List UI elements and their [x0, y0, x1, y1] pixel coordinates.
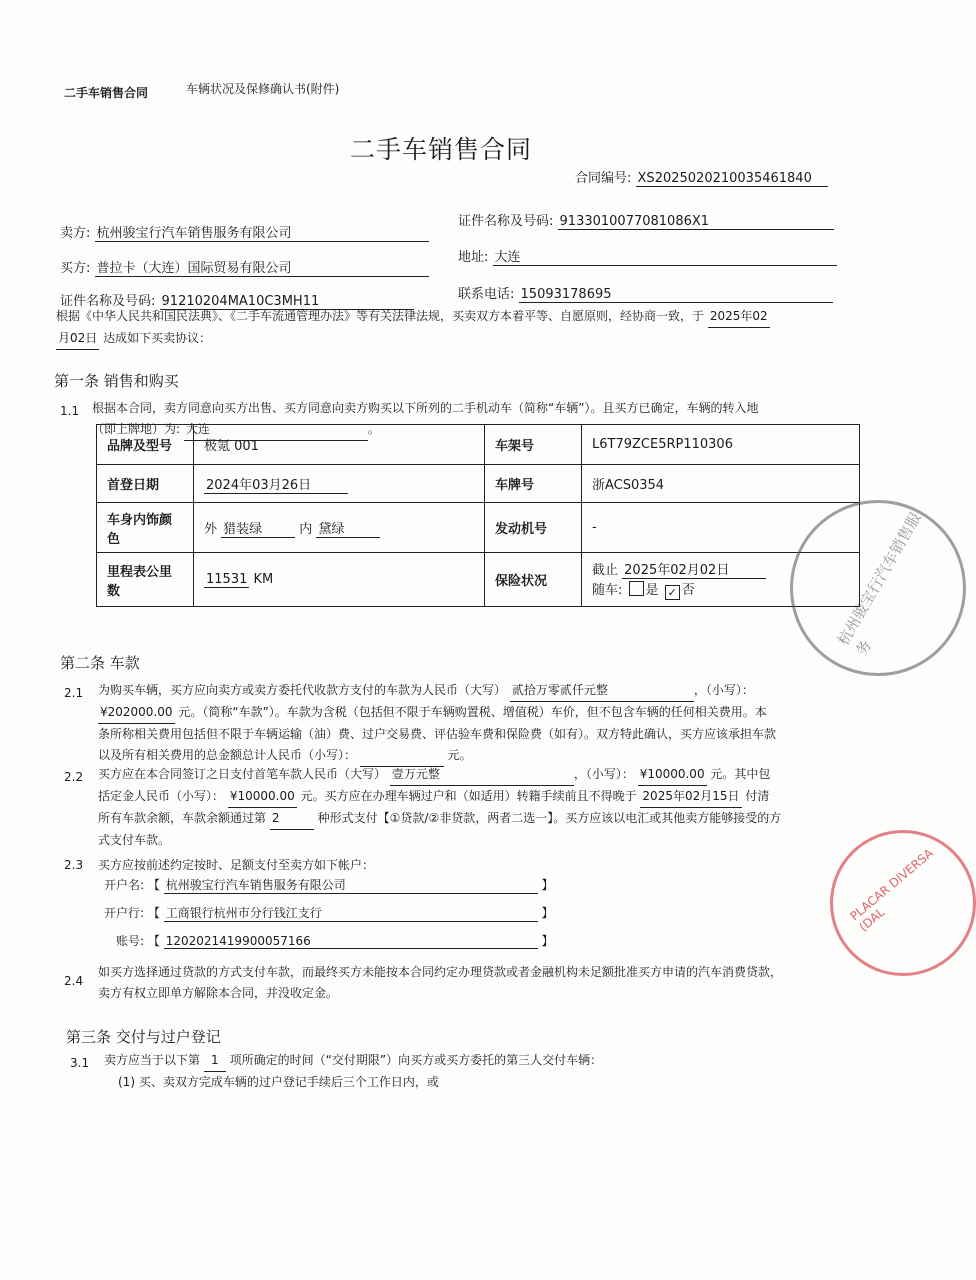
clause-1-1-end: 。 — [367, 422, 380, 436]
buyer-line — [60, 257, 429, 277]
bank-line — [104, 904, 554, 922]
section-2-title: 第二条 车款 — [60, 654, 140, 672]
account-name-value: 杭州骏宝行汽车销售服务有限公司 — [164, 876, 538, 894]
due-date: 2025年02月15日 — [640, 786, 741, 808]
first-payment-amount: ¥10000.00 — [638, 764, 707, 786]
mileage-unit: KM — [253, 571, 274, 587]
bracket-close: 】 — [541, 878, 554, 892]
buyer-id-label: 证件名称及号码: — [60, 294, 156, 309]
buyer-address-line — [458, 246, 837, 266]
plate-value: 浙ACS0354 — [582, 465, 860, 503]
with-car-label: 随车: — [592, 583, 623, 598]
header-right: 车辆状况及保修确认书(附件) — [186, 82, 340, 96]
page-title: 二手车销售合同 — [350, 135, 533, 164]
reg-date-value: 2024年03月26日 — [204, 474, 348, 494]
insurance-label: 保险状况 — [485, 553, 582, 607]
buyer-phone-value: 15093178695 — [519, 287, 833, 303]
account-value: 1202021419900057166 — [164, 934, 538, 949]
clause-2-3-number: 2.3 — [64, 858, 84, 872]
exterior-color: 猎装绿 — [221, 518, 295, 538]
clause-2-4 — [98, 962, 782, 1004]
engine-value: - — [582, 503, 860, 553]
clause-2-1-number: 2.1 — [64, 686, 84, 700]
yes-label: 是 — [645, 583, 659, 598]
bracket-open: 【 — [147, 934, 160, 948]
preamble-text-end: 达成如下买卖协议： — [103, 331, 212, 345]
clause-3-1-text-c: (1) 买、卖双方完成车辆的过户登记手续后三个工作日内，或 — [118, 1075, 439, 1089]
color-label: 车身内饰颜色 — [97, 503, 194, 553]
table-row — [97, 425, 860, 465]
section-1-title: 第一条 销售和购买 — [54, 372, 179, 390]
destination-place: 大连 — [184, 419, 368, 441]
clause-1-1-text2: （即上牌地）为: — [92, 422, 181, 436]
clause-2-4-number: 2.4 — [64, 974, 84, 988]
delivery-item: 1 — [204, 1050, 226, 1072]
clause-2-1-text-b: ，（小写）： — [693, 683, 754, 697]
account-name-line — [104, 876, 554, 894]
plate-label: 车牌号 — [485, 465, 582, 503]
engine-label: 发动机号 — [485, 503, 582, 553]
buyer-address-value: 大连 — [493, 246, 837, 266]
clause-2-1-text-a: 为购买车辆，买方应向卖方或卖方委托代收款方支付的车款为人民币（大写） — [98, 683, 507, 697]
buyer-seal-text: PLACAR DIVERSA (DAL — [847, 845, 937, 935]
bracket-close: 】 — [541, 934, 554, 948]
mileage-cell — [194, 553, 485, 607]
exterior-label: 外 — [204, 521, 218, 537]
no-checkbox: ✓ — [665, 585, 680, 600]
brand-label: 品牌及型号 — [97, 425, 194, 465]
clause-1-1-text: 根据本合同，卖方同意向买方出售、买方同意向卖方购买以下所列的二手机动车（简称“车辆”）。且买方已确定，车辆的转入地 — [92, 401, 759, 415]
buyer-phone-label: 联系电话: — [458, 287, 515, 302]
clause-3-1-number: 3.1 — [70, 1056, 90, 1070]
buyer-seal — [830, 830, 976, 976]
contract-number-label: 合同编号: — [575, 171, 632, 186]
contract-number-value: XS2025020210035461840 — [636, 171, 828, 187]
color-cell — [194, 503, 485, 553]
clause-2-2-text-g: 所有车款余额，车款余额通过第 — [98, 811, 267, 825]
bracket-open: 【 — [147, 878, 160, 892]
clause-2-1-text-c: 元。（简称“车款”）。车款为含税（包括但不限于车辆购置税、增值税）车价，但不包含车辆的任何相关费用。本 — [178, 705, 767, 719]
buyer-name: 普拉卡（大连）国际贸易有限公司 — [95, 257, 429, 277]
account-line — [116, 932, 554, 949]
reg-date-cell — [194, 465, 485, 503]
header-left: 二手车销售合同 — [64, 86, 149, 100]
clause-2-3-text: 买方应按前述约定按时、足额支付至卖方如下帐户： — [98, 858, 375, 872]
deposit-amount: ¥10000.00 — [228, 786, 297, 808]
insurance-date: 2025年02月02日 — [622, 559, 766, 579]
bracket-open: 【 — [147, 906, 160, 920]
preamble — [56, 306, 770, 350]
clause-3-1-text-b: 项所确定的时间（“交付期限”）向买方或买方委托的第三人交付车辆： — [229, 1053, 603, 1067]
company-seal — [790, 500, 966, 676]
table-row — [97, 465, 860, 503]
clause-2-2-text-c: 元。其中包 — [710, 767, 771, 781]
vehicle-table — [96, 424, 860, 607]
vin-label: 车架号 — [485, 425, 582, 465]
brand-value: 极氪 001 — [194, 425, 485, 465]
clause-3-1 — [104, 1050, 602, 1093]
no-label: 否 — [681, 583, 695, 598]
interior-label: 内 — [299, 521, 313, 537]
clause-2-2-text-b: ，（小写）： — [573, 767, 634, 781]
clause-2-1-text-f: 元。 — [447, 748, 472, 762]
preamble-text: 根据《中华人民共和国民法典》、《二手车流通管理办法》等有关法律法规，买卖双方本着平等、自愿原则，经协商一致，于 — [56, 309, 705, 323]
insurance-prefix: 截止 — [592, 563, 619, 578]
clause-2-1 — [98, 680, 776, 767]
clause-2-2-text-i: 式支付车款。 — [98, 833, 171, 847]
clause-2-4-text-b: 卖方有权立即单方解除本合同，并没收定金。 — [98, 986, 339, 1000]
first-payment-words: 壹万元整 — [390, 764, 574, 786]
mileage-label: 里程表公里数 — [97, 553, 194, 607]
bracket-close: 】 — [541, 906, 554, 920]
section-3-title: 第三条 交付与过户登记 — [66, 1028, 221, 1046]
reg-date-label: 首登日期 — [97, 465, 194, 503]
buyer-id-value: 91210204MA10C3MH11 — [160, 294, 414, 310]
vin-value: L6T79ZCE5RP110306 — [582, 425, 860, 465]
payment-method: 2 — [270, 808, 314, 830]
bank-value: 工商银行杭州市分行钱江支行 — [164, 904, 538, 922]
clause-1-1-number: 1.1 — [60, 404, 80, 418]
clause-2-2 — [98, 764, 781, 851]
seller-label: 卖方: — [60, 226, 91, 241]
clause-2-2-text-f: 付清 — [745, 789, 770, 803]
account-name-label: 开户名: — [104, 878, 145, 892]
buyer-address-label: 地址: — [458, 250, 489, 265]
clause-2-1-text-d: 条所称相关费用包括但不限于车辆运输（油）费、过户交易费、评估验车费和保险费（如有）。双方特此确认，买方应该承担车款 — [98, 727, 777, 741]
account-label: 账号: — [116, 934, 145, 948]
seller-id-label: 证件名称及号码: — [458, 214, 554, 229]
bank-label: 开户行: — [104, 906, 145, 920]
price-amount: ¥202000.00 — [98, 702, 175, 724]
seller-id-value: 9133010077081086X1 — [558, 214, 834, 230]
clause-2-2-text-d: 括定金人民币（小写）： — [98, 789, 225, 803]
clause-2-2-number: 2.2 — [64, 770, 84, 784]
table-row — [97, 503, 860, 553]
yes-checkbox — [629, 581, 644, 596]
preamble-date-part2: 月02日 — [56, 328, 99, 350]
mileage-value: 11531 — [206, 571, 248, 587]
buyer-label: 买方: — [60, 261, 91, 276]
clause-2-2-text-a: 买方应在本合同签订之日支付首笔车款人民币（大写） — [98, 767, 387, 781]
seller-name: 杭州骏宝行汽车销售服务有限公司 — [95, 222, 429, 242]
contract-number — [575, 167, 828, 187]
company-seal-text: 杭州骏宝行汽车销售服务 — [834, 509, 925, 659]
price-words: 贰拾万零贰仟元整 — [510, 680, 694, 702]
interior-color: 黛绿 — [316, 518, 380, 538]
seller-id-line — [458, 210, 834, 230]
clause-3-1-text-a: 卖方应当于以下第 — [104, 1053, 201, 1067]
preamble-date-part1: 2025年02 — [708, 306, 770, 328]
clause-2-1-text-e: 以及所有相关费用的总金额总计人民币（小写）： — [98, 748, 357, 762]
clause-2-4-text-a: 如买方选择通过贷款的方式支付车款，而最终买方未能按本合同约定办理贷款或者金融机构未足额批准买方申请的汽车消费贷款， — [98, 965, 783, 979]
clause-2-2-text-h: 种形式支付【①贷款/②非贷款，两者二选一】。买方应该以电汇或其他卖方能够接受的方 — [317, 811, 782, 825]
clause-2-2-text-e: 元。买方应在办理车辆过户和（如适用）转籍手续前且不得晚于 — [300, 789, 637, 803]
table-row — [97, 553, 860, 607]
seller-line — [60, 222, 429, 242]
buyer-phone-line — [458, 283, 833, 303]
